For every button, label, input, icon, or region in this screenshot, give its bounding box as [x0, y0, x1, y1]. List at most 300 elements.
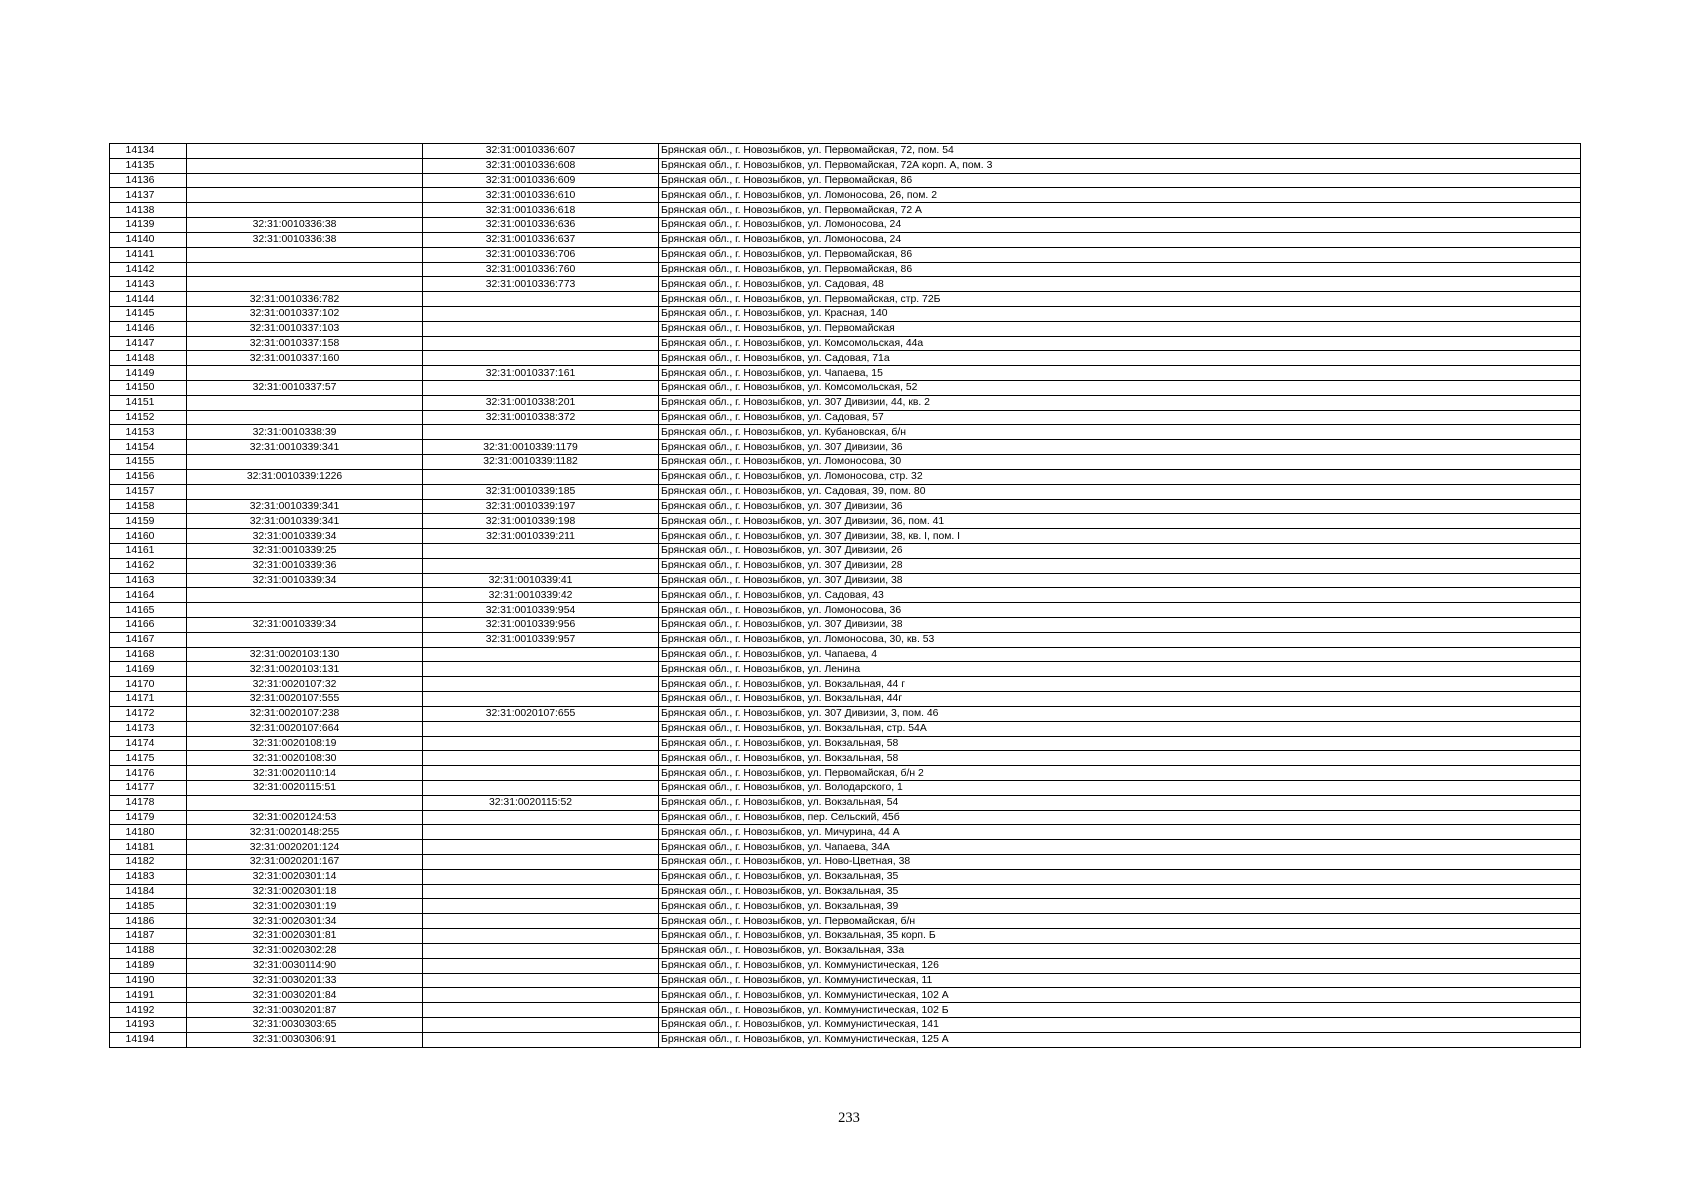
table-row	[110, 988, 1581, 1003]
cadastral-object-cell: 32:31:0010339:211	[423, 529, 659, 544]
row-number-cell: 14135	[110, 158, 187, 173]
address-cell: Брянская обл., г. Новозыбков, ул. Коммунистическая, 141	[659, 1017, 1581, 1032]
table-row	[110, 840, 1581, 855]
cadastral-object-cell: 32:31:0010336:608	[423, 158, 659, 173]
cadastral-object-cell	[423, 766, 659, 781]
address-cell: Брянская обл., г. Новозыбков, ул. Ломоносова, 26, пом. 2	[659, 188, 1581, 203]
table-row	[110, 736, 1581, 751]
table-row	[110, 869, 1581, 884]
cadastral-number-cell: 32:31:0010339:341	[187, 499, 423, 514]
address-cell: Брянская обл., г. Новозыбков, ул. Володарского, 1	[659, 780, 1581, 795]
row-number-cell: 14170	[110, 677, 187, 692]
row-number-cell: 14136	[110, 173, 187, 188]
cadastral-number-cell: 32:31:0010337:160	[187, 351, 423, 366]
address-cell: Брянская обл., г. Новозыбков, ул. Первомайская, б/н 2	[659, 766, 1581, 781]
address-cell: Брянская обл., г. Новозыбков, ул. Коммунистическая, 126	[659, 958, 1581, 973]
table-row	[110, 1003, 1581, 1018]
row-number-cell: 14147	[110, 336, 187, 351]
table-row	[110, 484, 1581, 499]
table-row	[110, 543, 1581, 558]
table-row	[110, 514, 1581, 529]
row-number-cell: 14150	[110, 381, 187, 396]
address-cell: Брянская обл., г. Новозыбков, ул. Первомайская	[659, 321, 1581, 336]
address-cell: Брянская обл., г. Новозыбков, ул. Ново-Цветная, 38	[659, 855, 1581, 870]
row-number-cell: 14163	[110, 573, 187, 588]
address-cell: Брянская обл., г. Новозыбков, ул. Коммунистическая, 125 А	[659, 1032, 1581, 1047]
table-row	[110, 855, 1581, 870]
row-number-cell: 14155	[110, 455, 187, 470]
table-row	[110, 144, 1581, 159]
cadastral-number-cell: 32:31:0030303:65	[187, 1017, 423, 1032]
table-row	[110, 706, 1581, 721]
cadastral-number-cell	[187, 173, 423, 188]
address-cell: Брянская обл., г. Новозыбков, ул. 307 Дивизии, 44, кв. 2	[659, 395, 1581, 410]
row-number-cell: 14158	[110, 499, 187, 514]
address-cell: Брянская обл., г. Новозыбков, ул. 307 Дивизии, 38	[659, 618, 1581, 633]
address-cell: Брянская обл., г. Новозыбков, ул. Садовая, 43	[659, 588, 1581, 603]
table-row	[110, 529, 1581, 544]
row-number-cell: 14187	[110, 929, 187, 944]
address-cell: Брянская обл., г. Новозыбков, ул. Вокзальная, 35 корп. Б	[659, 929, 1581, 944]
cadastral-object-cell	[423, 914, 659, 929]
address-cell: Брянская обл., г. Новозыбков, ул. Чапаева, 34А	[659, 840, 1581, 855]
cadastral-number-cell: 32:31:0020301:81	[187, 929, 423, 944]
cadastral-object-cell: 32:31:0010339:198	[423, 514, 659, 529]
cadastral-number-cell: 32:31:0020110:14	[187, 766, 423, 781]
cadastral-number-cell: 32:31:0030201:84	[187, 988, 423, 1003]
cadastral-object-cell	[423, 810, 659, 825]
table-row	[110, 958, 1581, 973]
address-cell: Брянская обл., г. Новозыбков, ул. 307 Дивизии, 3, пом. 46	[659, 706, 1581, 721]
cadastral-object-cell	[423, 321, 659, 336]
address-cell: Брянская обл., г. Новозыбков, ул. Первомайская, 72 А	[659, 203, 1581, 218]
table-row	[110, 573, 1581, 588]
row-number-cell: 14186	[110, 914, 187, 929]
cadastral-number-cell: 32:31:0020108:30	[187, 751, 423, 766]
row-number-cell: 14141	[110, 247, 187, 262]
table-row	[110, 173, 1581, 188]
table-row	[110, 632, 1581, 647]
table-row	[110, 262, 1581, 277]
cadastral-number-cell: 32:31:0010339:25	[187, 543, 423, 558]
row-number-cell: 14145	[110, 306, 187, 321]
row-number-cell: 14175	[110, 751, 187, 766]
cadastral-object-cell	[423, 558, 659, 573]
row-number-cell: 14189	[110, 958, 187, 973]
row-number-cell: 14173	[110, 721, 187, 736]
address-cell: Брянская обл., г. Новозыбков, ул. Садовая, 48	[659, 277, 1581, 292]
cadastral-number-cell	[187, 366, 423, 381]
table-row	[110, 1032, 1581, 1047]
cadastral-object-cell: 32:31:0010339:185	[423, 484, 659, 499]
row-number-cell: 14139	[110, 218, 187, 233]
address-cell: Брянская обл., г. Новозыбков, ул. Ломоносова, 36	[659, 603, 1581, 618]
table-row	[110, 943, 1581, 958]
cadastral-number-cell: 32:31:0010339:341	[187, 440, 423, 455]
table-row	[110, 469, 1581, 484]
table-row	[110, 218, 1581, 233]
table-row	[110, 292, 1581, 307]
address-cell: Брянская обл., г. Новозыбков, ул. Красная, 140	[659, 306, 1581, 321]
table-row	[110, 795, 1581, 810]
row-number-cell: 14140	[110, 232, 187, 247]
row-number-cell: 14161	[110, 543, 187, 558]
row-number-cell: 14174	[110, 736, 187, 751]
cadastral-number-cell	[187, 262, 423, 277]
row-number-cell: 14157	[110, 484, 187, 499]
cadastral-number-cell: 32:31:0020301:19	[187, 899, 423, 914]
address-cell: Брянская обл., г. Новозыбков, ул. Вокзальная, 58	[659, 751, 1581, 766]
cadastral-number-cell: 32:31:0020107:555	[187, 692, 423, 707]
row-number-cell: 14142	[110, 262, 187, 277]
address-cell: Брянская обл., г. Новозыбков, ул. Вокзальная, стр. 54А	[659, 721, 1581, 736]
row-number-cell: 14183	[110, 869, 187, 884]
cadastral-object-cell	[423, 751, 659, 766]
cadastral-number-cell	[187, 277, 423, 292]
row-number-cell: 14167	[110, 632, 187, 647]
address-cell: Брянская обл., г. Новозыбков, ул. Коммунистическая, 102 А	[659, 988, 1581, 1003]
address-cell: Брянская обл., г. Новозыбков, ул. Садовая, 57	[659, 410, 1581, 425]
cadastral-object-cell	[423, 780, 659, 795]
cadastral-object-cell: 32:31:0010336:773	[423, 277, 659, 292]
row-number-cell: 14143	[110, 277, 187, 292]
cadastral-object-cell	[423, 884, 659, 899]
cadastral-number-cell: 32:31:0010339:1226	[187, 469, 423, 484]
cadastral-object-cell: 32:31:0010339:41	[423, 573, 659, 588]
cadastral-number-cell: 32:31:0010339:34	[187, 573, 423, 588]
table-row	[110, 558, 1581, 573]
row-number-cell: 14178	[110, 795, 187, 810]
address-cell: Брянская обл., г. Новозыбков, ул. 307 Дивизии, 38	[659, 573, 1581, 588]
row-number-cell: 14153	[110, 425, 187, 440]
cadastral-number-cell	[187, 455, 423, 470]
cadastral-object-cell: 32:31:0020115:52	[423, 795, 659, 810]
cadastral-number-cell: 32:31:0010339:341	[187, 514, 423, 529]
address-cell: Брянская обл., г. Новозыбков, ул. Вокзальная, 44 г	[659, 677, 1581, 692]
cadastral-number-cell: 32:31:0020124:53	[187, 810, 423, 825]
table-row	[110, 618, 1581, 633]
cadastral-number-cell: 32:31:0010339:34	[187, 529, 423, 544]
row-number-cell: 14182	[110, 855, 187, 870]
cadastral-object-cell	[423, 869, 659, 884]
address-cell: Брянская обл., г. Новозыбков, ул. Садовая, 39, пом. 80	[659, 484, 1581, 499]
cadastral-number-cell	[187, 203, 423, 218]
cadastral-number-cell: 32:31:0020301:34	[187, 914, 423, 929]
table-row	[110, 455, 1581, 470]
cadastral-object-cell: 32:31:0010339:42	[423, 588, 659, 603]
cadastral-object-cell: 32:31:0010337:161	[423, 366, 659, 381]
cadastral-object-cell	[423, 336, 659, 351]
table-row	[110, 884, 1581, 899]
row-number-cell: 14172	[110, 706, 187, 721]
row-number-cell: 14160	[110, 529, 187, 544]
table-row	[110, 825, 1581, 840]
row-number-cell: 14181	[110, 840, 187, 855]
cadastral-number-cell: 32:31:0020108:19	[187, 736, 423, 751]
cadastral-number-cell: 32:31:0010338:39	[187, 425, 423, 440]
row-number-cell: 14180	[110, 825, 187, 840]
address-cell: Брянская обл., г. Новозыбков, ул. 307 Дивизии, 36	[659, 499, 1581, 514]
table-row	[110, 277, 1581, 292]
cadastral-number-cell: 32:31:0020115:51	[187, 780, 423, 795]
address-cell: Брянская обл., г. Новозыбков, ул. Первомайская, б/н	[659, 914, 1581, 929]
cadastral-number-cell: 32:31:0010337:57	[187, 381, 423, 396]
row-number-cell: 14166	[110, 618, 187, 633]
cadastral-object-cell: 32:31:0010336:610	[423, 188, 659, 203]
cadastral-number-cell	[187, 395, 423, 410]
cadastral-object-cell	[423, 736, 659, 751]
row-number-cell: 14146	[110, 321, 187, 336]
cadastral-number-cell	[187, 632, 423, 647]
row-number-cell: 14159	[110, 514, 187, 529]
cadastral-object-cell: 32:31:0010339:957	[423, 632, 659, 647]
table-row	[110, 603, 1581, 618]
cadastral-object-cell	[423, 840, 659, 855]
table-row	[110, 440, 1581, 455]
cadastral-object-cell: 32:31:0010339:1179	[423, 440, 659, 455]
cadastral-object-cell	[423, 1003, 659, 1018]
cadastral-number-cell: 32:31:0020302:28	[187, 943, 423, 958]
address-cell: Брянская обл., г. Новозыбков, ул. Коммунистическая, 102 Б	[659, 1003, 1581, 1018]
cadastral-number-cell: 32:31:0030114:90	[187, 958, 423, 973]
table-row	[110, 588, 1581, 603]
address-cell: Брянская обл., г. Новозыбков, ул. Вокзальная, 58	[659, 736, 1581, 751]
address-cell: Брянская обл., г. Новозыбков, ул. 307 Дивизии, 28	[659, 558, 1581, 573]
cadastral-object-cell: 32:31:0010336:706	[423, 247, 659, 262]
cadastral-number-cell: 32:31:0030201:33	[187, 973, 423, 988]
cadastral-number-cell: 32:31:0010336:38	[187, 218, 423, 233]
table-row	[110, 425, 1581, 440]
table-row	[110, 677, 1581, 692]
address-cell: Брянская обл., г. Новозыбков, ул. Кубановская, б/н	[659, 425, 1581, 440]
address-cell: Брянская обл., г. Новозыбков, ул. Комсомольская, 44а	[659, 336, 1581, 351]
cadastral-object-cell: 32:31:0010336:609	[423, 173, 659, 188]
row-number-cell: 14151	[110, 395, 187, 410]
table-row	[110, 973, 1581, 988]
table-row	[110, 766, 1581, 781]
table-row	[110, 395, 1581, 410]
row-number-cell: 14148	[110, 351, 187, 366]
address-cell: Брянская обл., г. Новозыбков, ул. Первомайская, 86	[659, 173, 1581, 188]
table-row	[110, 247, 1581, 262]
row-number-cell: 14138	[110, 203, 187, 218]
cadastral-object-cell: 32:31:0020107:655	[423, 706, 659, 721]
cadastral-object-cell	[423, 677, 659, 692]
row-number-cell: 14191	[110, 988, 187, 1003]
address-cell: Брянская обл., г. Новозыбков, ул. 307 Дивизии, 36, пом. 41	[659, 514, 1581, 529]
cadastral-number-cell: 32:31:0010339:36	[187, 558, 423, 573]
address-cell: Брянская обл., г. Новозыбков, ул. 307 Дивизии, 38, кв. I, пом. I	[659, 529, 1581, 544]
cadastral-object-cell	[423, 662, 659, 677]
cadastral-number-cell	[187, 247, 423, 262]
address-cell: Брянская обл., г. Новозыбков, ул. Мичурина, 44 А	[659, 825, 1581, 840]
cadastral-object-cell	[423, 306, 659, 321]
address-cell: Брянская обл., г. Новозыбков, ул. Ленина	[659, 662, 1581, 677]
address-cell: Брянская обл., г. Новозыбков, ул. Ломоносова, 30, кв. 53	[659, 632, 1581, 647]
cadastral-number-cell	[187, 158, 423, 173]
table-row	[110, 321, 1581, 336]
table-row	[110, 188, 1581, 203]
cadastral-object-cell	[423, 899, 659, 914]
address-cell: Брянская обл., г. Новозыбков, ул. Вокзальная, 54	[659, 795, 1581, 810]
cadastral-object-cell	[423, 973, 659, 988]
address-cell: Брянская обл., г. Новозыбков, ул. Вокзальная, 33а	[659, 943, 1581, 958]
table-row	[110, 351, 1581, 366]
row-number-cell: 14184	[110, 884, 187, 899]
cadastral-object-cell: 32:31:0010339:956	[423, 618, 659, 633]
address-cell: Брянская обл., г. Новозыбков, ул. Первомайская, 86	[659, 262, 1581, 277]
cadastral-number-cell: 32:31:0010337:103	[187, 321, 423, 336]
cadastral-number-cell: 32:31:0020103:130	[187, 647, 423, 662]
table-row	[110, 647, 1581, 662]
table-row	[110, 692, 1581, 707]
cadastral-number-cell: 32:31:0020107:238	[187, 706, 423, 721]
cadastral-object-cell	[423, 958, 659, 973]
cadastral-number-cell	[187, 188, 423, 203]
cadastral-object-cell: 32:31:0010336:636	[423, 218, 659, 233]
cadastral-number-cell	[187, 603, 423, 618]
address-cell: Брянская обл., г. Новозыбков, ул. Ломоносова, стр. 32	[659, 469, 1581, 484]
cadastral-object-cell	[423, 1032, 659, 1047]
cadastral-object-cell	[423, 692, 659, 707]
row-number-cell: 14134	[110, 144, 187, 159]
address-cell: Брянская обл., г. Новозыбков, ул. Чапаева, 4	[659, 647, 1581, 662]
cadastral-number-cell: 32:31:0030306:91	[187, 1032, 423, 1047]
row-number-cell: 14144	[110, 292, 187, 307]
cadastral-object-cell: 32:31:0010338:201	[423, 395, 659, 410]
address-cell: Брянская обл., г. Новозыбков, ул. Ломоносова, 30	[659, 455, 1581, 470]
row-number-cell: 14156	[110, 469, 187, 484]
row-number-cell: 14177	[110, 780, 187, 795]
table-row	[110, 662, 1581, 677]
cadastral-number-cell: 32:31:0020301:18	[187, 884, 423, 899]
address-cell: Брянская обл., г. Новозыбков, ул. Комсомольская, 52	[659, 381, 1581, 396]
cadastral-object-cell	[423, 647, 659, 662]
address-cell: Брянская обл., г. Новозыбков, ул. Садовая, 71а	[659, 351, 1581, 366]
cadastral-number-cell: 32:31:0010336:782	[187, 292, 423, 307]
cadastral-number-cell: 32:31:0020107:32	[187, 677, 423, 692]
cadastral-number-cell: 32:31:0010339:34	[187, 618, 423, 633]
table-row	[110, 203, 1581, 218]
row-number-cell: 14171	[110, 692, 187, 707]
address-cell: Брянская обл., г. Новозыбков, ул. Коммунистическая, 11	[659, 973, 1581, 988]
table-row	[110, 780, 1581, 795]
row-number-cell: 14194	[110, 1032, 187, 1047]
page-number: 233	[838, 1110, 860, 1126]
row-number-cell: 14185	[110, 899, 187, 914]
row-number-cell: 14165	[110, 603, 187, 618]
address-cell: Брянская обл., г. Новозыбков, ул. Первомайская, 72А корп. А, пом. 3	[659, 158, 1581, 173]
cadastral-object-cell	[423, 351, 659, 366]
cadastral-number-cell: 32:31:0010336:38	[187, 232, 423, 247]
cadastral-object-cell	[423, 425, 659, 440]
table-row	[110, 232, 1581, 247]
table-row	[110, 499, 1581, 514]
cadastral-object-cell: 32:31:0010339:954	[423, 603, 659, 618]
row-number-cell: 14188	[110, 943, 187, 958]
row-number-cell: 14192	[110, 1003, 187, 1018]
registry-table	[109, 143, 1581, 1048]
cadastral-object-cell	[423, 825, 659, 840]
cadastral-number-cell: 32:31:0010337:102	[187, 306, 423, 321]
address-cell: Брянская обл., г. Новозыбков, ул. Вокзальная, 35	[659, 884, 1581, 899]
table-row	[110, 306, 1581, 321]
cadastral-number-cell	[187, 588, 423, 603]
cadastral-object-cell	[423, 943, 659, 958]
cadastral-object-cell	[423, 469, 659, 484]
row-number-cell: 14179	[110, 810, 187, 825]
row-number-cell: 14176	[110, 766, 187, 781]
cadastral-number-cell: 32:31:0010337:158	[187, 336, 423, 351]
cadastral-object-cell: 32:31:0010336:637	[423, 232, 659, 247]
cadastral-number-cell: 32:31:0020201:124	[187, 840, 423, 855]
row-number-cell: 14190	[110, 973, 187, 988]
cadastral-object-cell	[423, 929, 659, 944]
cadastral-object-cell	[423, 292, 659, 307]
table-row	[110, 929, 1581, 944]
cadastral-object-cell	[423, 381, 659, 396]
address-cell: Брянская обл., г. Новозыбков, ул. Ломоносова, 24	[659, 218, 1581, 233]
cadastral-number-cell	[187, 484, 423, 499]
address-cell: Брянская обл., г. Новозыбков, ул. Вокзальная, 35	[659, 869, 1581, 884]
row-number-cell: 14137	[110, 188, 187, 203]
table-row	[110, 721, 1581, 736]
address-cell: Брянская обл., г. Новозыбков, ул. Первомайская, 72, пом. 54	[659, 144, 1581, 159]
cadastral-object-cell	[423, 855, 659, 870]
cadastral-number-cell: 32:31:0020301:14	[187, 869, 423, 884]
row-number-cell: 14193	[110, 1017, 187, 1032]
cadastral-number-cell	[187, 144, 423, 159]
cadastral-number-cell: 32:31:0020107:664	[187, 721, 423, 736]
table-row	[110, 381, 1581, 396]
cadastral-number-cell: 32:31:0020148:255	[187, 825, 423, 840]
cadastral-number-cell	[187, 410, 423, 425]
address-cell: Брянская обл., г. Новозыбков, пер. Сельский, 45б	[659, 810, 1581, 825]
table-row	[110, 810, 1581, 825]
table-row	[110, 336, 1581, 351]
table-row	[110, 410, 1581, 425]
cadastral-object-cell	[423, 721, 659, 736]
cadastral-object-cell: 32:31:0010336:607	[423, 144, 659, 159]
address-cell: Брянская обл., г. Новозыбков, ул. Чапаева, 15	[659, 366, 1581, 381]
cadastral-number-cell: 32:31:0020103:131	[187, 662, 423, 677]
cadastral-number-cell: 32:31:0030201:87	[187, 1003, 423, 1018]
cadastral-object-cell	[423, 1017, 659, 1032]
table-row	[110, 366, 1581, 381]
cadastral-number-cell: 32:31:0020201:167	[187, 855, 423, 870]
row-number-cell: 14169	[110, 662, 187, 677]
row-number-cell: 14162	[110, 558, 187, 573]
address-cell: Брянская обл., г. Новозыбков, ул. Первомайская, 86	[659, 247, 1581, 262]
address-cell: Брянская обл., г. Новозыбков, ул. 307 Дивизии, 36	[659, 440, 1581, 455]
cadastral-object-cell: 32:31:0010338:372	[423, 410, 659, 425]
row-number-cell: 14154	[110, 440, 187, 455]
cadastral-object-cell: 32:31:0010336:618	[423, 203, 659, 218]
cadastral-object-cell	[423, 988, 659, 1003]
address-cell: Брянская обл., г. Новозыбков, ул. Ломоносова, 24	[659, 232, 1581, 247]
registry-table-body	[110, 144, 1581, 1048]
row-number-cell: 14149	[110, 366, 187, 381]
cadastral-object-cell: 32:31:0010339:1182	[423, 455, 659, 470]
row-number-cell: 14164	[110, 588, 187, 603]
table-row	[110, 899, 1581, 914]
table-row	[110, 1017, 1581, 1032]
table-row	[110, 751, 1581, 766]
address-cell: Брянская обл., г. Новозыбков, ул. Вокзальная, 44г	[659, 692, 1581, 707]
cadastral-object-cell: 32:31:0010336:760	[423, 262, 659, 277]
address-cell: Брянская обл., г. Новозыбков, ул. Первомайская, стр. 72Б	[659, 292, 1581, 307]
cadastral-object-cell: 32:31:0010339:197	[423, 499, 659, 514]
